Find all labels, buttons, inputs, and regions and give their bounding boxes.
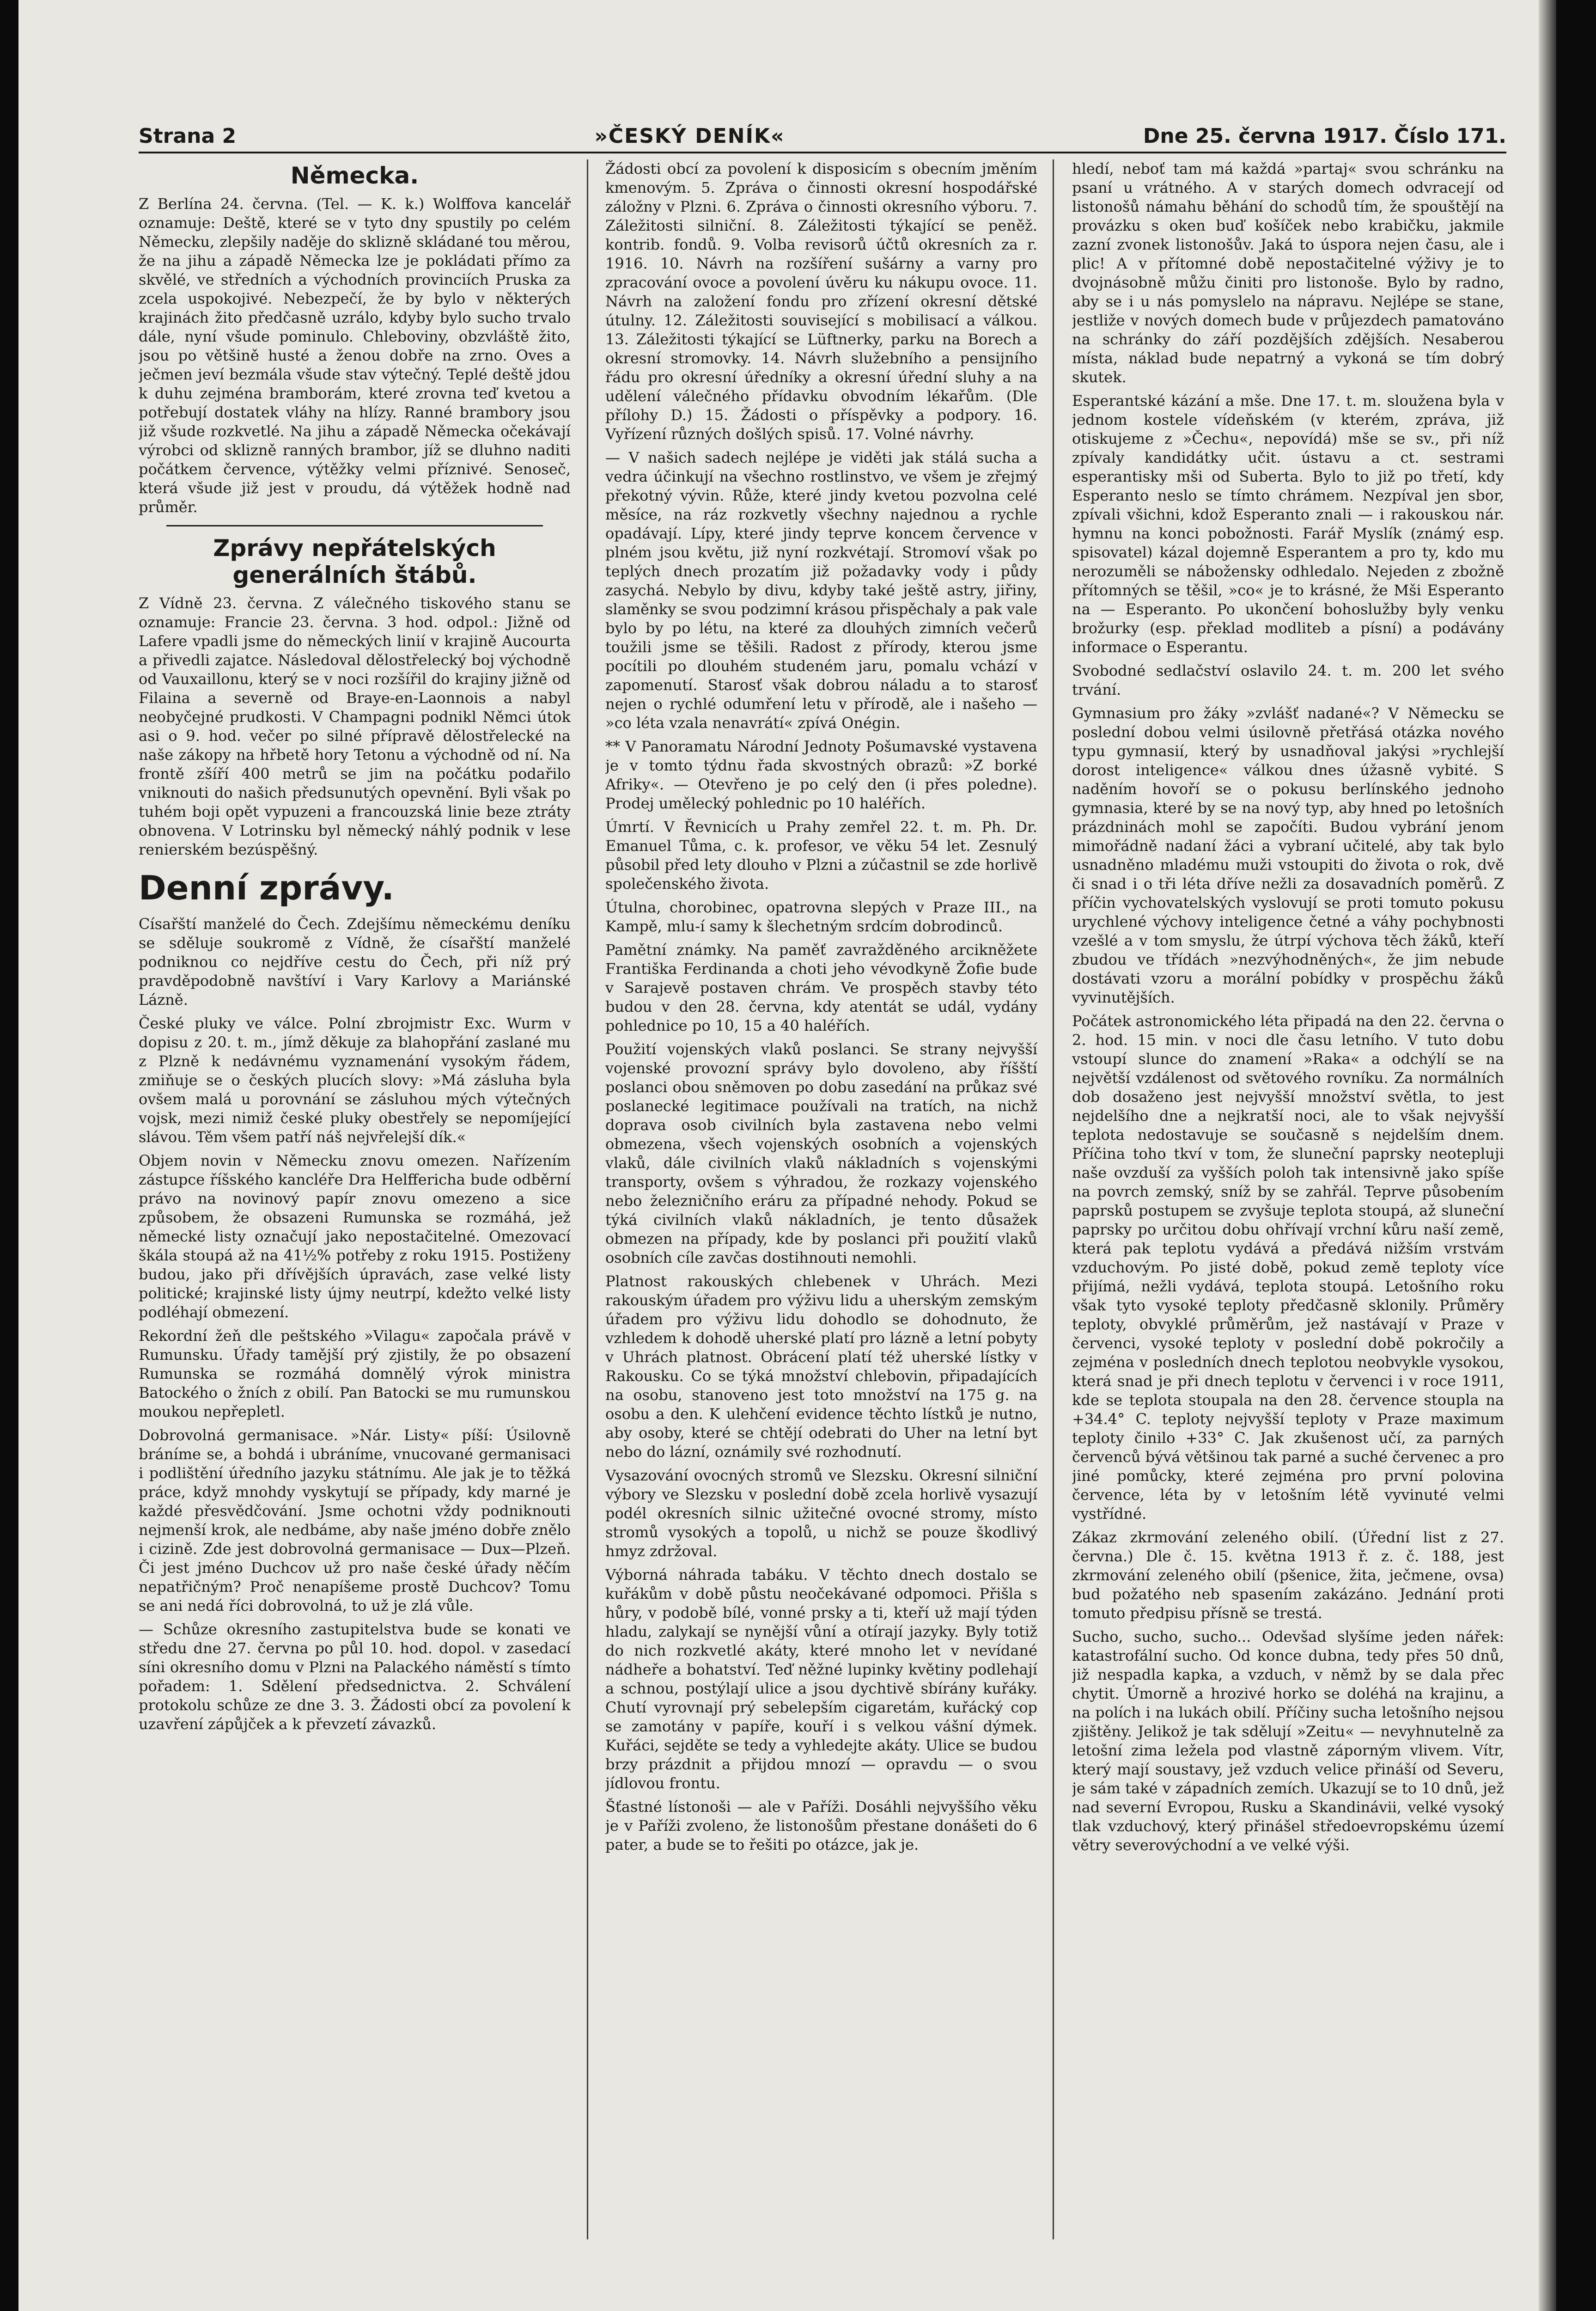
section-title-enemy-reports: Zprávy nepřátelských generálních štábů. (213, 535, 496, 588)
news-item: Svobodné sedlačství oslavilo 24. t. m. 200 let svého trvání. (1072, 662, 1504, 698)
scan-shadow-right (1539, 0, 1557, 2311)
article-enemy-reports: Z Vídně 23. června. Z válečného tiskového stanu se oznamuje: Francie 23. června. 3 hod. odpol.: Jižně od Lafere vpadli jsme do německých linií v krajině Aucourta a přivedli zajatce. Následoval dělostřelecký boj východně od Vauxaillonu, který se v noci rozšířil do krajiny jižně od Filaina a severně od Braye-en-Laonnois a nabyl neobyčejné prudkosti. V Champagni podnikl Němci útok asi o 9. hod. večer po silné přípravě dělostřelecké na naše zákopy na hřbetě hory Tetonu a východně od ní. Na frontě zšíří 400 metrů se jim na počátku podařilo vniknouti do našich předsunutých opevnění. Byli však po tuhém boji opět vypuzeni a francouzská linie beze ztráty obnovena. V Lotrinsku byl německý náhlý podnik v lese renierském bezúspěšný. (139, 594, 571, 858)
news-item: Gymnasium pro žáky »zvlášť nadané«? V Německu se poslední dobou velmi úsilovně přetřásá otázka nového typu gymnasií, který by usnadňoval jakýsi »rychlejší dorost inteligence« válkou dnes úžasně vybité. S naděním hovoří se o pokusu berlínského jednoho gymnasia, které by se na nový typ, aby hned po letošních prázdninách mohl se započíti. Budou vybrání jenom mimořádně nadaní žáci a vybraní učitelé, aby tak bylo usnadněno mladému muži vstoupiti do života o rok, dvě či snad i o tři léta dříve nežli za dosavadních poměrů. Z příčin vychovatelských vyslovují se proti tomuto pokusu urychlené výchovy inteligence četné a váhy pochybnosti vzešlé a v tom smyslu, že útrpí výchova těch žáků, kteří zbudou ve třídách »nezvýhodněných«, že jim nebude dostávati vzoru a morální pobídky v prospěchu žáků vyvinutějších. (1072, 704, 1504, 1006)
news-item: Výborná náhrada tabáku. V těchto dnech dostalo se kuřákům v době půstu neočekávané odpomoci. Přišla s hůry, v podobě bílé, vonné prsky a ti, kteří už mají týden hladu, zalykají se nynější vůní a otírají jazyky. Byly totiž do nich rozkvetlé akáty, které mnoho let v nevídané nádheře a bohatství. Teď něžné lupinky květiny podlehají a schnou, postýlají ulice a jsou dychtivě sbírány kuřáky. Chutí vyrovnají prý sebelepším cigaretám, kuřácký cop se zamotány v papíře, kouří i s velkou vášní dýmek. Kuřáci, sejděte se tedy a vyhledejte akáty. Ulice se budou brzy prázdnit a přijdou mnozí — opravdu — o svou jídlovou frontu. (605, 1566, 1037, 1792)
section-divider (166, 525, 543, 526)
news-item: Použití vojenských vlaků poslanci. Se strany nejvyšší vojenské provozní správy bylo dovoleno, aby říšští poslanci obou sněmoven po dobu zasedání na průkaz své poslanecké legitimace používali na tratích, na nichž doprava osob civilních byla zastavena nebo velmi obmezena, všech vojenských osobních a vojenských vlaků, dále civilních vlaků nákladních s vojenskými transporty, ovšem s výhradou, že rozkazy vojenského nebo železničního eráru za případné nehody. Pokud se týká civilních vlaků nákladních, je tento důsažek obmezen na případy, kde by poslanci při použití vlaků osobních cíle zavčas dostihnouti nemohli. (605, 1040, 1037, 1266)
news-item: ** V Panoramatu Národní Jednoty Pošumavské vystavena je v tomto týdnu řada skvostných obrazů: »Z borké Afriky«. — Otevřeno je po celý den (i přes poledne). Prodej umělecký pohlednic po 10 haléřích. (605, 738, 1037, 812)
issue-date: Dne 25. června 1917. Číslo 171. (1143, 124, 1506, 148)
news-item: Šťastné lístonoši — ale v Paříži. Dosáhli nejvyššího věku je v Paříži zvoleno, že listonošům přestane donášeti do 6 pater, a bude se to řešiti po otázce, jak je. (605, 1798, 1037, 1853)
news-item: Dobrovolná germanisace. »Nár. Listy« píší: Úsilovně bráníme se, a bohdá i ubráníme, vnucované germanisaci i podlištění úředního jazyku státnímu. Ale jak je to těžká práce, když mnohdy vyskytují se případy, kdy marné je každé přesvědčování. Jsme ochotni vždy podniknouti nejmenší krok, ale nedbáme, aby naše jméno dobře znělo i cizině. Zde jest dobrovolná germanisace — Dux—Plzeň. Či jest jméno Duchcov už pro naše české úřady něčím nepatřičným? Proč nenapíšeme prostě Duchcov? Tomu se ani nedá říci dobrovolná, to už je zlá vůle. (139, 1426, 571, 1614)
news-item: Platnost rakouských chlebenek v Uhrách. Mezi rakouským úřadem pro výživu lidu a uherským zemským úřadem pro výživu lidu dohodlo se dohodnuto, že vzhledem k dohodě uherské platí pro lázně a letní pobyty v Uhrách platnost. Obrácení platí též uherské lístky v Rakousku. Co se týká množství chlebovin, připadajících na osobu, stanoveno jest toto množství na 175 g. na osobu a den. K ulehčení evidence těchto lístků je nutno, aby osoby, které se chtějí odebrati do Uher na letní byt nebo do lázní, oznámily své rozhodnutí. (605, 1272, 1037, 1461)
news-item: Vysazování ovocných stromů ve Slezsku. Okresní silniční výbory ve Slezsku v poslední době zcela horlivě vysazují podél okresních silnic užitečné ovocné stromy, místo stromů vysokých a topolů, u nichž se pouze škodlivý hmyz zdržoval. (605, 1467, 1037, 1560)
column-2 (605, 159, 1037, 2286)
newspaper-page (139, 116, 1506, 2311)
news-item: Esperantské kázání a mše. Dne 17. t. m. sloužena byla v jednom kostele vídeňském (v kterém, zpráva, již otiskujeme z »Čechu«, nepovídá) mše se sv., při níž zpívaly kandidátky učit. ústavu a ct. sestrami esperantisky mši od Suberta. Bylo to již po třetí, kdy Esperanto neslo se tímto chrámem. Nezpíval jen sbor, zpívali všichni, kdož Esperanto znali — i rakouskou nár. hymnu na konci pobožnosti. Farář Myslík (známý esp. spisovatel) kázal dojemně Esperantem a pro ty, kdo mu nerozuměli se nábožensky odhledalo. Nejeden z zbožně přítomných se těšil, »co« je to krásné, že Mši Esperanto na — Esperanto. Po ukončení bohoslužby byly venku brožurky (esp. překlad modliteb a písní) a podávány informace o Esperantu. (1072, 392, 1504, 656)
column-rule (1053, 159, 1054, 2239)
section-title-daily-news: Denní zprávy. (139, 868, 395, 907)
news-item: Zákaz zkrmování zeleného obilí. (Úřední list z 27. června.) Dle č. 15. května 1913 ř. z. č. 188, jest zkrmování zeleného obilí (pšenice, žita, ječmene, ovsa) bud požatého neb spasením zakázáno. Jednání proti tomuto předpisu přísně se trestá. (1072, 1528, 1504, 1622)
masthead (139, 116, 1506, 153)
news-item: Počátek astronomického léta připadá na den 22. června o 2. hod. 15 min. v noci dle času letního. V tuto dobu vstoupí slunce do znamení »Raka« a odchýlí se na největší vzdálenost od světového rovníku. Za normálních dob dosaženo jest nejvyšší množství světla, to jest nejdelšího dne a nejkratší noci, ale to však nejvyšší teplota nedostavuje se současně s nejdelším dnem. Příčina toho tkví v tom, že sluneční paprsky neotepluji naše ovzduší za vyšších poloh tak intensivně jako spíše na povrch zemský, sníž by se zahřál. Teprve působením paprsků postupem se zvyšuje teplota stoupá, až sluneční paprsky po určitou dobu ohřívají vrchní kůru naší země, která pak teplotu vydává a předává nižším vrstvám vzduchovým. Po jisté době, pokud země teploty více přijímá, nežli vydává, teplota stoupá. Letošního roku však tyto vysoké teploty předčasně sklonily. Průměry teploty, obvyklé průměrům, jež nastávají v Praze v červenci, vysoké teploty v poslední době pokročily a zejména v posledních dnech teplotou neobvykle vysokou, která snad je při dnech teplotu v červenci i v roce 1911, kde se teplota stoupala na den 28. července stoupla na +34.4° C. teploty nejvyšší teploty v Praze maximum teploty činilo +33° C. Jak zkušenost učí, za parných červenců bývá většinou tak parné a suché červenec a pro jiné pomůcky, které zejména pro první polovina července, léta by v letošním létě vyvinuté velmi vystřídné. (1072, 1012, 1504, 1522)
news-item: hledí, neboť tam má každá »partaj« svou schránku na psaní u vrátného. A v starých domech odvracejí od listonošů námahu běhání do schodů tím, že spouštějí na provázku s oken buď košíček nebo krabičku, jakmile zazní zvonek listonošův. Jaká to úspora nejen času, ale i plic! A v přítomné době nepostačitelné výživy je to dvojnásobně můžu činiti pro listonoše. Bylo by radno, aby se i u nás pomyslelo na nápravu. Nejlépe se stane, jestliže v nových domech bude v průjezdech pamatováno na schránky do září pozdějších zdějších. Nesaberou místa, náklad bude nepatrný a vykoná se tím dobrý skutek. (1072, 160, 1504, 386)
scan-border-left (0, 0, 18, 2311)
news-item: Útulna, chorobinec, opatrovna slepých v Praze III., na Kampě, mlu-í samy k šlechetným srdcím dobrodinců. (605, 899, 1037, 935)
news-item: Objem novin v Německu znovu omezen. Nařízením zástupce říšského kancléře Dra Helfferichа bude odběrní právo na novinový papír znovu omezeno a sice způsobem, že obsazeni Rumunska se rozmáhá, jež německé listy označují jako nepostačitelné. Omezovací škála stoupá až na 41½% potřeby z roku 1915. Postiženy budou, jako při dřívějších úpravách, zase velké listy politické; krajinské listy újmy neutrpí, kdežto velké listy podléhají obmezení. (139, 1152, 571, 1321)
news-item: Pamětní známky. Na paměť zavražděného arcikněžete Františka Ferdinanda a choti jeho vévodkyně Žofie bude v Sarajevě postaven chrám. Ve prospěch stavby této budou v den 28. června, kdy atentát se udál, vydány pohlednice po 10, 15 a 40 haléřích. (605, 941, 1037, 1034)
news-item: Úmrtí. V Řevnicích u Prahy zemřel 22. t. m. Ph. Dr. Emanuel Tůma, c. k. profesor, ve věku 54 let. Zesnulý působil před lety dlouho v Plzni a zúčastnil se zde horlivě společenského života. (605, 818, 1037, 893)
newspaper-title: »ČESKÝ DENÍK« (594, 124, 785, 148)
column-rule (587, 159, 588, 2239)
news-item: — Schůze okresního zastupitelstva bude se konati ve středu dne 27. června po půl 10. hod. dopol. v zasedací síni okresního domu v Plzni na Palackého náměstí s tímto pořadem: 1. Sdělení předsednictva. 2. Schválení protokolu schůze ze dne 3. 3. Žádosti obcí za povolení k uzavření zápůjček a k převzetí závazků. (139, 1620, 571, 1733)
scan-border-right (1556, 0, 1596, 2311)
news-item: Žádosti obcí za povolení k disposicím s obecním jměním kmenovým. 5. Zpráva o činnosti okresní hospodářské záložny v Plzni. 6. Zpráva o činnosti okresního výboru. 7. Záležitosti silniční. 8. Záležitosti týkající se peněž. kontrib. fondů. 9. Volba revisorů účtů okresních za r. 1916. 10. Návrh na rozšíření sušárny a varny pro zpracování ovoce a povolení úvěru ku nákupu ovoce. 11. Návrh na založení fondu pro zřízení okresní dětské útulny. 12. Záležitosti související s mobilisací a válkou. 13. Záležitosti týkající se Lüftnerky, parku na Borech a okresní stromovky. 14. Návrh služebního a pensijního řádu pro okresní úředníky a okresní úřední sluhy a na udělení válečného přídavku obvodním lékařům. (Dle přílohy D.) 15. Žádosti o příspěvky a podpory. 16. Vyřízení různých došlých spisů. 17. Volné návrhy. (605, 160, 1037, 443)
column-3 (1072, 159, 1504, 2286)
news-item: České pluky ve válce. Polní zbrojmistr Exc. Wurm v dopisu z 20. t. m., jímž děkuje za blahopřání zaslané mu z Plzně k nedávnému vyznamenání vysokým řádem, zmiňuje se o českých plucích slovy: »Má zásluha byla ovšem malá u porovnání se zásluhou mých výtečných vojsk, mezi nimiž české pluky obestřely se nepomíjející slávou. Těm všem patří náš nejvřelejší dík.« (139, 1015, 571, 1146)
news-item: — V našich sadech nejlépe je viděti jak stálá sucha a vedra účinkují na všechno rostlinstvo, ve všem je zřejmý překotný vývin. Růže, které jindy kvetou pozvolna celé měsíce, na ráz rozkvetly všechny najednou a rychle opadávají. Lípy, které jindy teprve koncem července v plném jsou květu, již nyní rozkvétají. Stromoví však po teplých dnech prozatím již požadavky vody i půdy zasychá. Nebylo by divu, kdyby také ještě astry, jiřiny, slaměnky se svou podzimní krásou přispěchaly a pak vale bylo by po létu, na které za dlouhých zimních večerů toužili jsme se těšili. Radost z přírody, kterou jsme pocítili po dlouhém studeném jaru, pomalu vchází v zapomenutí. Starosť však dobrou náladu a to starosť nejen o rychlé odumření letu v přírodě, ale i našeho — »co léta vzala nenavrátí« zpívá Onégin. (605, 449, 1037, 732)
column-1 (139, 159, 571, 2286)
news-item: Sucho, sucho, sucho... Odevšad slyšíme jeden nářek: katastrofální sucho. Od konce dubna, tedy přes 50 dnů, již nespadla kapka, a vzduch, v němž by se dala přec chytit. Úmorně a hrozivé horko se doléhá na krajinu, a na polích i na lukách obilí. Příčiny sucha letošního nejsou zjištěny. Jelikož je tak sdělují »Zeitu« — nevyhnutelně za letošní zima ležela pod vlastně záporným vlivem. Vítr, který mají soustavy, jež vzduch velice přináší od Severu, je sám také v západních zemích. Ukazují se to 10 dnů, jež nad severní Evropou, Rusku a Skandinávii, velké vysoký tlak vzduchový, který přinášel středoevropskému území větry severovýchodní a ve velké výši. (1072, 1628, 1504, 1854)
article-germany: Z Berlína 24. června. (Tel. — K. k.) Wolffova kancelář oznamuje: Deště, které se v tyto dny spustily po celém Německu, zlepšily naděje do sklizně skládané tou měrou, že na jihu a západě Německa lze je pokládati přímo za skvělé, ve středních a východních provinciích Pruska za zcela uspokojivé. Nebezpečí, že by bylo v některých krajinách žito předčasně uzrálo, kdyby bylo sucho trvalo dále, nyní všude pominulo. Chleboviny, obzvláště žito, jsou po většině husté a ženou dobře na zrno. Oves a ječmen jeví bezmála všude stav výtečný. Teplé deště jdou k duhu zejména bramborám, které zrovna teď kvetou a potřebují dostatek vláhy na hlízy. Ranné brambory jsou již všude rozkvetlé. Na jihu a západě Německa očekávají výrobci od sklizně ranných brambor, jíž se dluhno naditi počátkem července, výtěžky velmi příznivé. Senoseč, která všude již jest v proudu, dá výtěžek hodně nad průměr. (139, 195, 571, 516)
page-number: Strana 2 (139, 124, 237, 148)
news-item: Císařští manželé do Čech. Zdejšímu německému deníku se sděluje soukromě z Vídně, že císařští manželé podniknou co nejdříve cestu do Čech, při níž prý pravděpodobně navštíví i Vary Karlovy a Mariánské Lázně. (139, 915, 571, 1009)
section-title-germany: Německa. (290, 162, 419, 189)
news-item: Rekordní žeň dle peštského »Vilagu« započala právě v Rumunsku. Úřady tamější prý zjistily, že po obsazení Rumunska se rozmáhá domnělý výrok ministra Batockého o žních z obilí. Pan Batocki se mu rumunskou moukou nepřepletl. (139, 1327, 571, 1420)
